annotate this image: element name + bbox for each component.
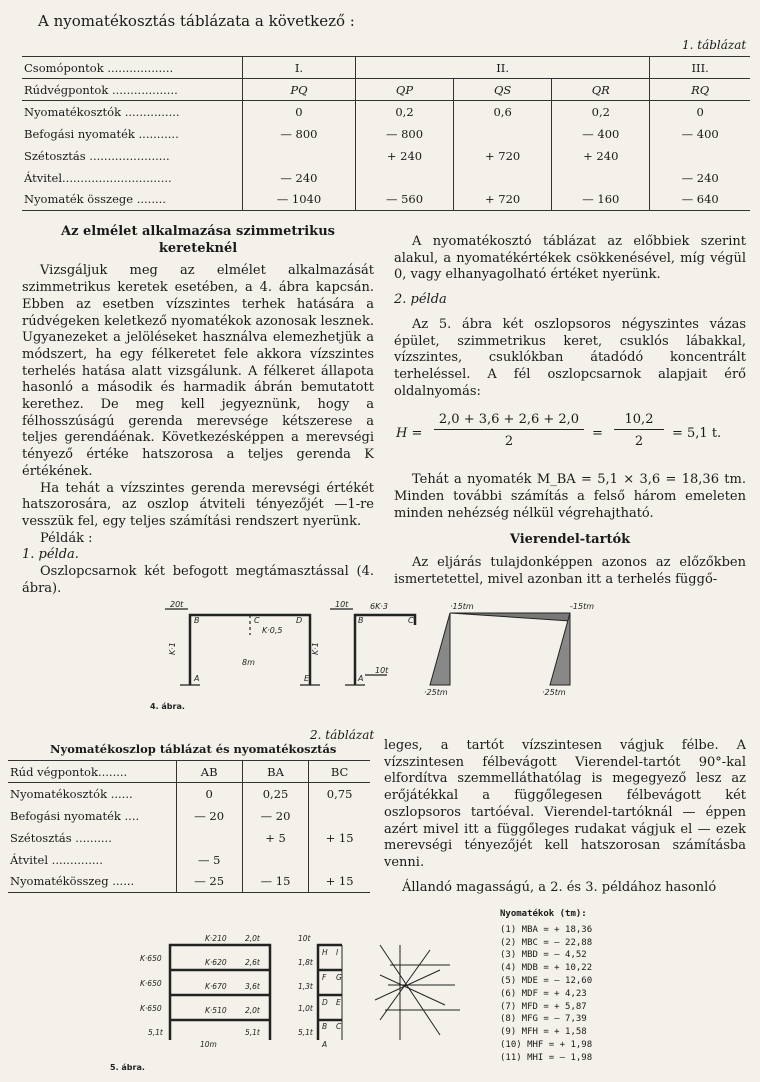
node-III: III. — [650, 57, 750, 79]
svg-text:2,0t: 2,0t — [245, 1006, 260, 1015]
svg-text:5,1t: 5,1t — [148, 1028, 163, 1037]
list-item: (2) MBC = — 22,88 — [500, 937, 593, 948]
svg-text:C: C — [408, 616, 414, 625]
figure-5-caption: 5. ábra. — [110, 1063, 145, 1072]
paragraph: Az eljárás tulajdonképpen azonos az előzőkben ismertetettel, mivel azonban itt a terhelés függő- — [394, 555, 746, 587]
svg-text:K·510: K·510 — [205, 1006, 227, 1015]
table-row: Nyomatékosztók ............... 0 0,2 0,6 0,2 0 — [22, 101, 750, 123]
paragraph: Vizsgáljuk meg az elmélet alkalmazását szimmetrikus keretek esetében, a 4. ábra kapcsán. Ebben az esetben vízszintes terhek hatására a rúdvégeken keletkező nyomatékok azonosak lesznek. Ugyanezeket a jelöléseket használva elemezhetjük a módszert, ha egy félkeretet fele akkora vízszintes terhelés hatása alatt vizsgálunk. A félkeret állapota hasonló a második és harmadik ábrán bemutatott kerethez. De meg kell jegyeznünk, hogy a félhosszúságú gerenda merevsége kétszerese a teljes gerendáénak. Következésképpen a merevségi tényező értéke hatszorosa a teljes gerenda K értékének. — [22, 263, 374, 479]
svg-text:·15tm: ·15tm — [450, 602, 474, 611]
intro-text: A nyomatékosztás táblázata a következő : — [38, 12, 355, 30]
list-item: (10) MHF = + 1,98 — [500, 1039, 593, 1050]
example-label: 1. példa. — [22, 547, 79, 563]
svg-text:10t: 10t — [335, 600, 349, 609]
svg-text:-15tm: -15tm — [570, 602, 594, 611]
bar-QP: QP — [355, 79, 453, 101]
svg-text:20t: 20t — [170, 600, 184, 609]
list-item: (1) MBA = + 18,36 — [500, 924, 593, 935]
paragraph: Oszlopcsarnok két befogott megtámasztással (4. ábra). — [22, 564, 374, 596]
list-item: (6) MDF = + 4,23 — [500, 988, 587, 999]
svg-text:6K·3: 6K·3 — [370, 602, 388, 611]
svg-text:10t: 10t — [375, 666, 389, 675]
svg-text:E: E — [304, 674, 310, 683]
list-item: (7) MFD = + 5,87 — [500, 1001, 587, 1012]
svg-text:B: B — [322, 1022, 328, 1031]
table-row: Átvitel .............. — 5 — [8, 849, 370, 871]
list-item: (4) MDB = + 10,22 — [500, 963, 593, 974]
svg-text:A: A — [194, 674, 200, 683]
svg-text:B: B — [194, 616, 200, 625]
paragraph: Állandó magasságú, a 2. és 3. példához hasonló — [402, 879, 717, 895]
paragraph: A nyomatékosztó táblázat az előbbiek szerint alakul, a nyomatékértékek csökkenésével, míg végül 0, vagy elhanyagolható értéket nyerünk. — [394, 234, 746, 283]
table-row: Nyomatékosztók ...... 0 0,25 0,75 — [8, 783, 370, 805]
svg-text:G: G — [336, 973, 342, 982]
svg-text:K·210: K·210 — [205, 934, 227, 943]
bar-RQ: RQ — [650, 79, 750, 101]
table2-number: 2. táblázat — [310, 728, 375, 742]
svg-text:A: A — [358, 674, 364, 683]
equation: H = 2,0 + 3,6 + 2,6 + 2,0 2 = 10,2 2 = 5,1 t. — [396, 412, 722, 450]
list-item: (3) MBD = — 4,52 — [500, 950, 587, 961]
moments-title: Nyomatékok (tm): — [500, 909, 587, 919]
svg-text:·25tm: ·25tm — [542, 688, 566, 697]
svg-text:D: D — [322, 998, 328, 1007]
table-row: Befogási nyomaték ........... — 800 — 800 — 400 — 400 — [22, 123, 750, 145]
moments-list — [500, 908, 592, 1065]
node-II: II. — [355, 57, 649, 79]
svg-text:8m: 8m — [242, 658, 255, 667]
svg-text:K·650: K·650 — [140, 979, 162, 988]
list-item: (11) MHI = — 1,98 — [500, 1052, 593, 1063]
svg-text:K·0,5: K·0,5 — [262, 626, 283, 635]
svg-text:I: I — [336, 948, 339, 957]
table-row: Befogási nyomaték .... — 20 — 20 — [8, 805, 370, 827]
svg-text:B: B — [358, 616, 364, 625]
section-heading: Az elmélet alkalmazása szimmetrikus kereteknél — [61, 224, 335, 256]
svg-text:10t: 10t — [298, 934, 311, 943]
svg-text:5,1t: 5,1t — [245, 1028, 260, 1037]
table-row: Nyomaték összege ........ — 1040 — 560 + 720 — 160 — 640 — [22, 189, 750, 211]
table1-number: 1. táblázat — [682, 38, 747, 52]
svg-text:K·620: K·620 — [205, 958, 227, 967]
paragraph: leges, a tartót vízszintesen vágjuk félbe. A vízszintesen félbevágott Vierendel-tartót 90°-kal elfordítva szemmelláthatólag is megegyező lesz az erőjátékkal a függőlegesen félbevágott két oszlopsoros tartóéval. Vierendel-tartóknál — éppen azért mivel itt a függőleges rudakat vágjuk el — ezek merevségi tényezőjét kell hatszorosan számításba venni. — [384, 738, 746, 870]
svg-text:C: C — [336, 1022, 342, 1031]
header-nodes: Csomópontok .................. — [24, 60, 174, 75]
table2-title: Nyomatékoszlop táblázat és nyomatékosztás — [50, 742, 337, 756]
svg-text:K·650: K·650 — [140, 954, 162, 963]
figure-5-frame-diagram — [110, 925, 500, 1075]
svg-text:2,6t: 2,6t — [245, 958, 260, 967]
moment-distribution-table-1 — [22, 56, 750, 211]
svg-text:K·650: K·650 — [140, 1004, 162, 1013]
svg-text:1,0t: 1,0t — [298, 1004, 313, 1013]
list-item: (9) MFH = + 1,58 — [500, 1027, 587, 1038]
table-row: Szétosztás ...................... + 240 + 720 + 240 — [22, 145, 750, 167]
list-item: (8) MFG = — 7,39 — [500, 1014, 587, 1025]
svg-text:1,3t: 1,3t — [298, 982, 313, 991]
svg-text:2,0t: 2,0t — [245, 934, 260, 943]
bar-QS: QS — [454, 79, 552, 101]
moment-distribution-table-2: Rúd végpontok........ AB BA BC Nyomatékosztók ...... 0 0,25 0,75 Befogási nyomaték .... — 20 — 20 Szétosztás .......... + 5 + 15 Átvitel .............. — 5 Nyomatékösszeg ...... — 25 — 15 + 15 — [8, 760, 370, 893]
svg-text:1,8t: 1,8t — [298, 958, 313, 967]
list-item: (5) MDE = — 12,60 — [500, 975, 593, 986]
table-row: Átvitel.............................. — 240 — 240 — [22, 167, 750, 189]
svg-text:E: E — [336, 998, 341, 1007]
svg-text:H: H — [322, 948, 328, 957]
svg-text:A: A — [322, 1040, 328, 1049]
svg-text:5,1t: 5,1t — [298, 1028, 313, 1037]
figure-4-frame-diagram — [150, 595, 594, 715]
paragraph: Az 5. ábra két oszlopsoros négyszintes vázas épület, szimmetrikus keret, csuklós lábakkal, vízszintes, csuklókban átadódó koncentrált terheléssel. A fél oszlopcsarnok alapjait érő oldalnyomás: — [394, 316, 746, 399]
svg-text:C: C — [254, 616, 260, 625]
right-column — [394, 234, 746, 589]
example-label: 2. példa — [394, 292, 447, 308]
table-row: Nyomatékösszeg ...... — 25 — 15 + 15 — [8, 871, 370, 893]
svg-text:·25tm: ·25tm — [424, 688, 448, 697]
paragraph: Példák : — [40, 530, 93, 546]
svg-text:F: F — [322, 973, 327, 982]
paragraph: Ha tehát a vízszintes gerenda merevségi értékét hatszorosára, az oszlop átviteli tényezőjét —1-re vesszük fel, egy teljes számítási rendszert nyerünk. — [22, 480, 374, 529]
svg-text:3,6t: 3,6t — [245, 982, 260, 991]
svg-text:K·1: K·1 — [168, 642, 177, 655]
left-column — [22, 224, 374, 597]
svg-text:10m: 10m — [200, 1040, 217, 1049]
paragraph: Tehát a nyomaték M_BA = 5,1 × 3,6 = 18,36 tm. Minden további számítás a felső három emeleten minden nehézség nélkül végrehajtható. — [394, 472, 746, 521]
bar-PQ: PQ — [242, 79, 355, 101]
right-column-lower — [384, 738, 746, 896]
section-heading: Vierendel-tartók — [509, 532, 631, 548]
svg-text:D: D — [296, 616, 303, 625]
header-bars: Rúdvégpontok .................. — [22, 79, 242, 101]
node-I: I. — [242, 57, 355, 79]
figure-4-caption: 4. ábra. — [150, 702, 185, 711]
table-row: Szétosztás .......... + 5 + 15 — [8, 827, 370, 849]
svg-text:K·670: K·670 — [205, 982, 227, 991]
svg-text:K·1: K·1 — [311, 642, 320, 655]
bar-QR: QR — [552, 79, 650, 101]
